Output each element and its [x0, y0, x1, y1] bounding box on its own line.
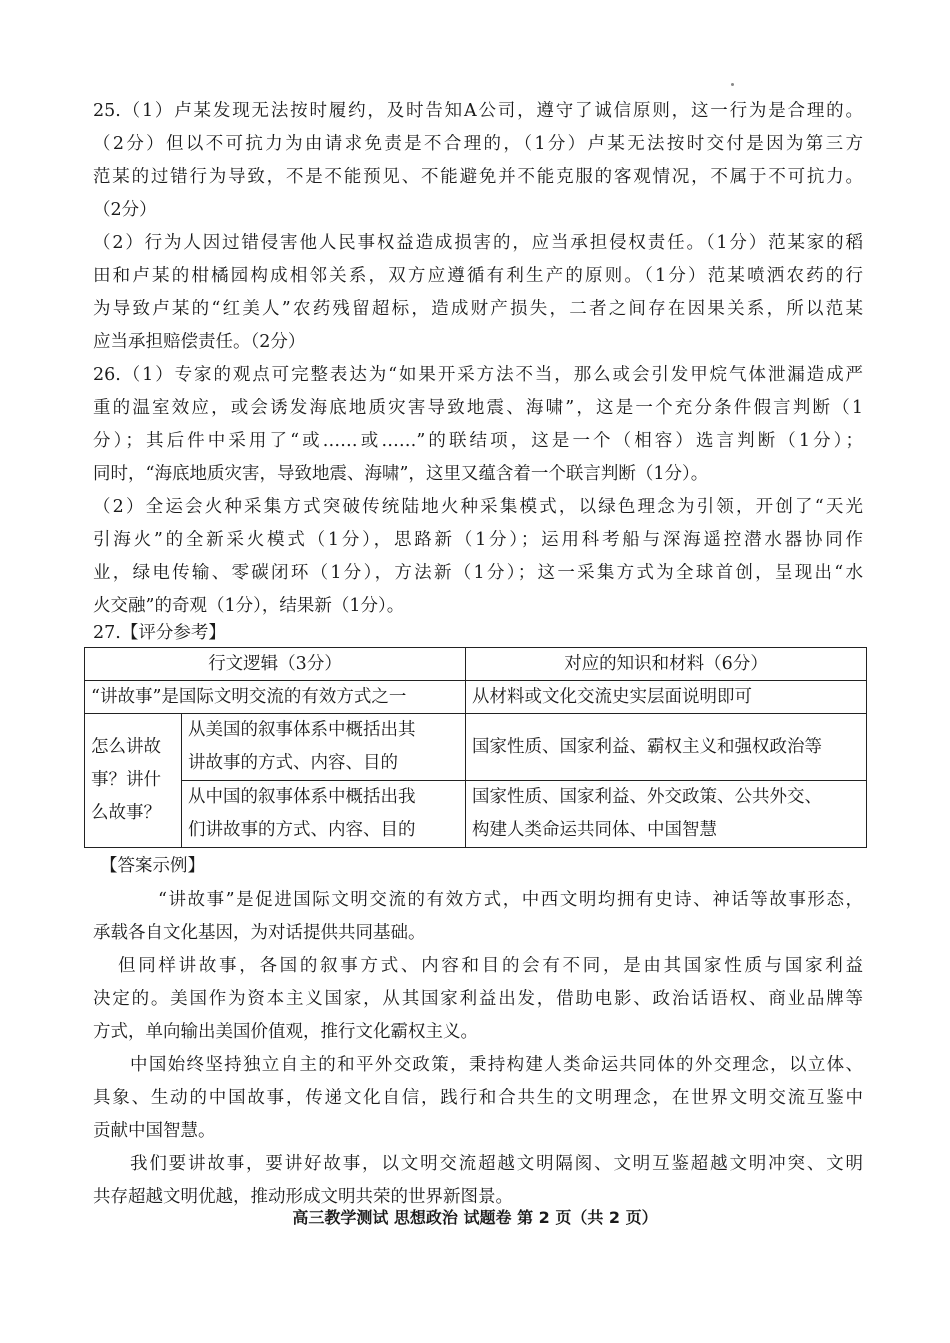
scan-speck: [731, 83, 734, 86]
cell-line: 讲故事的方式、内容、目的: [188, 753, 398, 773]
cell-line: 从美国的叙事体系中概括出其: [188, 720, 416, 740]
answer-p4-line-2: 共存超越文明优越，推动形成文明共荣的世界新图景。: [93, 1187, 513, 1207]
row3-logic-cell: [182, 781, 466, 848]
q26-line-1: 26.（1）专家的观点可完整表达为“如果开采方法不当，那么或会引发甲烷气体泄漏造成严: [93, 365, 863, 385]
header-writing-logic: 行文逻辑（3分）: [85, 648, 466, 681]
row3-material-cell: [466, 781, 867, 848]
answer-example-heading: 【答案示例】: [100, 856, 205, 876]
answer-p2-line-1: 但同样讲故事，各国的叙事方式、内容和目的会有不同，是由其国家性质与国家利益: [118, 956, 863, 976]
cell-line: 从中国的叙事体系中概括出我: [188, 787, 416, 807]
answer-p1-line-2: 承载各自文化基因，为对话提供共同基础。: [93, 923, 426, 943]
merged-question-cell: [85, 714, 182, 848]
q27-heading: 27.【评分参考】: [93, 623, 226, 643]
answer-p1-line-1: “讲故事”是促进国际文明交流的有效方式，中西文明均拥有史诗、神话等故事形态，: [158, 890, 863, 910]
cell-line: 们讲故事的方式、内容、目的: [188, 820, 416, 840]
merged-line: 事？讲什: [91, 770, 161, 790]
q26-line-4: 同时，“海底地质灾害，导致地震、海啸”，这里又蕴含着一个联言判断（1分）。: [93, 464, 709, 484]
q26-line-2: 重的温室效应，或会诱发海底地质灾害导致地震、海啸”，这是一个充分条件假言判断（1: [93, 398, 863, 418]
table-row: [85, 681, 867, 714]
answer-p2-line-2: 决定的。美国作为资本主义国家，从其国家利益出发，借助电影、政治话语权、商业品牌等: [93, 989, 863, 1009]
scoring-table: [84, 647, 867, 848]
q26-line-7: 业，绿电传输、零碳闭环（1分），方法新（1分）；这一采集方式为全球首创，呈现出“水: [93, 563, 863, 583]
table-row: [85, 781, 867, 848]
answer-p3-line-2: 具象、生动的中国故事，传递文化自信，践行和合共生的文明理念，在世界文明交流互鉴中: [93, 1088, 863, 1108]
q25-line-7: 为导致卢某的“红美人”农药残留超标，造成财产损失，二者之间存在因果关系，所以范某: [93, 299, 863, 319]
q25-line-2: （2分）但以不可抗力为由请求免责是不合理的，（1分）卢某无法按时交付是因为第三方: [93, 134, 863, 154]
cell-line: 构建人类命运共同体、中国智慧: [472, 820, 718, 840]
answer-p3-line-3: 贡献中国智慧。: [93, 1121, 216, 1141]
table-row: [85, 714, 867, 781]
row2-logic-cell: [182, 714, 466, 781]
q25-line-1: 25.（1）卢某发现无法按时履约，及时告知A公司，遵守了诚信原则，这一行为是合理的。: [93, 101, 863, 121]
q26-line-3: 分）；其后件中采用了“或……或……”的联结项，这是一个（相容）选言判断（1分）；: [93, 431, 863, 451]
answer-p3-line-1: 中国始终坚持独立自主的和平外交政策，秉持构建人类命运共同体的外交理念，以立体、: [130, 1055, 863, 1075]
merged-line: 么故事？: [91, 803, 161, 823]
q25-line-6: 田和卢某的柑橘园构成相邻关系，双方应遵循有利生产的原则。（1分）范某喷洒农药的行: [93, 266, 863, 286]
q25-line-3: 范某的过错行为导致，不是不能预见、不能避免并不能克服的客观情况，不属于不可抗力。: [93, 167, 863, 187]
row1-logic-cell: “讲故事”是国际文明交流的有效方式之一: [85, 681, 466, 714]
q25-line-4: （2分）: [93, 200, 157, 220]
q26-line-6: 引海火”的全新采火模式（1分），思路新（1分）；运用科考船与深海遥控潜水器协同作: [93, 530, 863, 550]
q26-line-8: 火交融”的奇观（1分），结果新（1分）。: [93, 596, 405, 616]
q25-line-5: （2）行为人因过错侵害他人民事权益造成损害的，应当承担侵权责任。（1分）范某家的稻: [93, 233, 863, 253]
row1-material-cell: 从材料或文化交流史实层面说明即可: [466, 681, 867, 714]
q26-line-5: （2）全运会火种采集方式突破传统陆地火种采集模式，以绿色理念为引领，开创了“天光: [93, 497, 863, 517]
row2-material-cell: 国家性质、国家利益、霸权主义和强权政治等: [466, 714, 867, 781]
q25-line-8: 应当承担赔偿责任。（2分）: [93, 332, 306, 352]
answer-p2-line-3: 方式，单向输出美国价值观，推行文化霸权主义。: [93, 1022, 478, 1042]
answer-p4-line-1: 我们要讲故事，要讲好故事，以文明交流超越文明隔阂、文明互鉴超越文明冲突、文明: [130, 1154, 863, 1174]
merged-line: 怎么讲故: [91, 737, 161, 757]
page-footer: 高三教学测试 思想政治 试题卷 第 2 页（共 2 页）: [292, 1208, 658, 1227]
header-knowledge-material: 对应的知识和材料（6分）: [466, 648, 867, 681]
cell-line: 国家性质、国家利益、外交政策、公共外交、: [472, 787, 823, 807]
table-header-row: [85, 648, 867, 681]
